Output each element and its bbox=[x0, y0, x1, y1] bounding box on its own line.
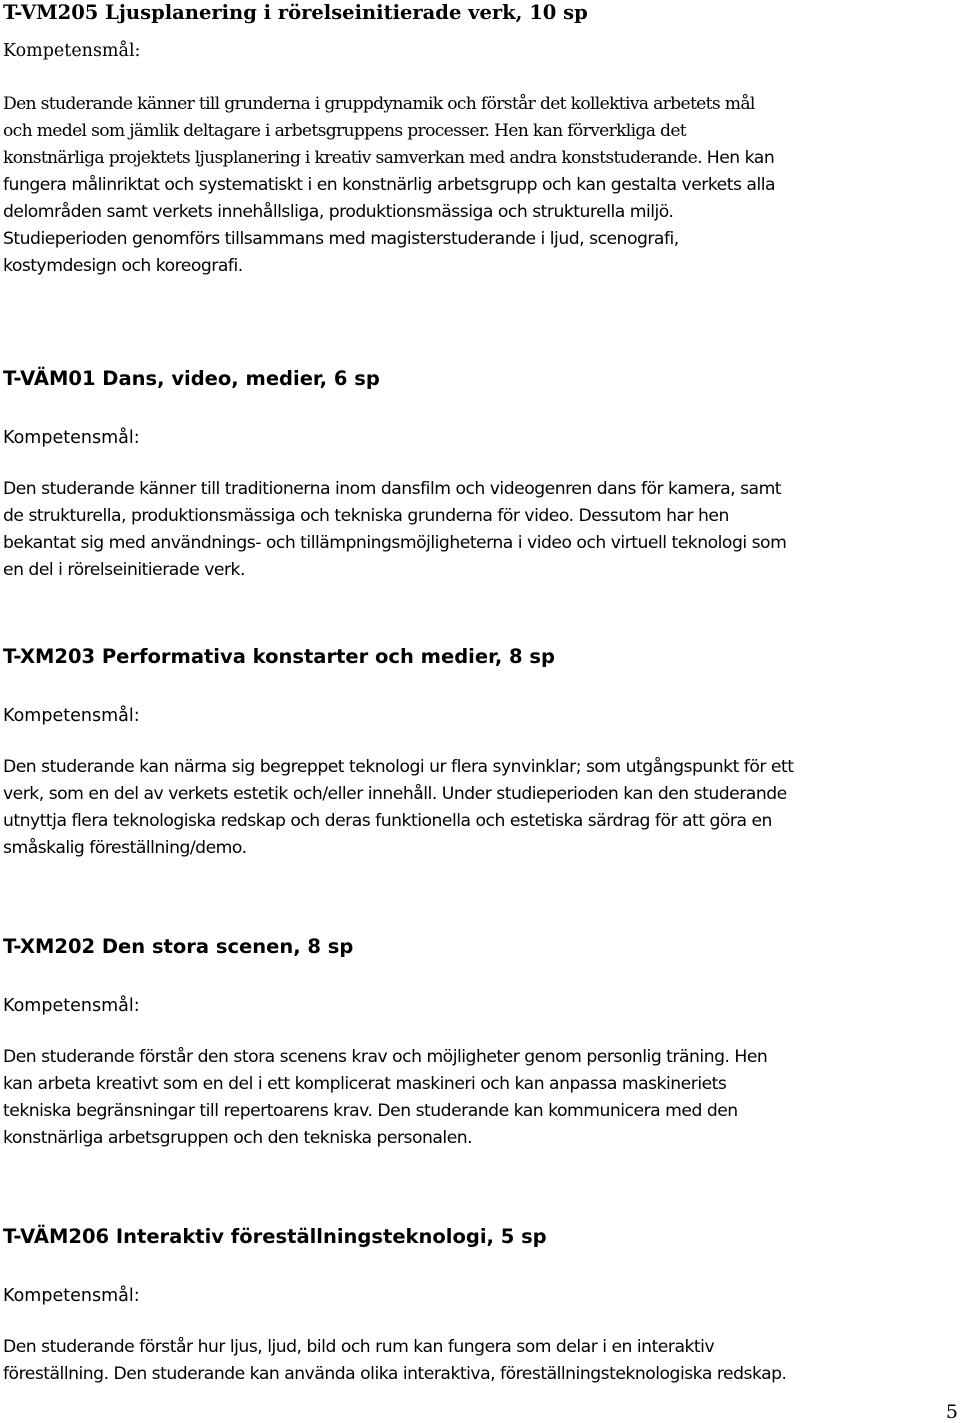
course-title: T-XM203 Performativa konstarter och medier, 8 sp bbox=[3, 645, 555, 668]
course-t-xm203 bbox=[3, 644, 958, 862]
course-t-vam01 bbox=[3, 366, 958, 584]
course-title: T-VÄM206 Interaktiv föreställningsteknologi, 5 sp bbox=[3, 1225, 547, 1248]
description-line: Studieperioden genomförs tillsammans med magisterstuderande i ljud, scenografi, bbox=[3, 229, 679, 249]
description-line: fungera målinriktat och systematiskt i en konstnärlig arbetsgrupp och kan gestalta verkets alla bbox=[3, 175, 776, 195]
description-line: Den studerande känner till grunderna i gruppdynamik och förstår det kollektiva arbetets mål bbox=[3, 94, 755, 114]
description-line: och medel som jämlik deltagare i arbetsgruppens processer. Hen kan förverkliga det bbox=[3, 121, 686, 141]
description-line: småskalig föreställning/demo. bbox=[3, 838, 247, 858]
description-line: delområden samt verkets innehållsliga, produktionsmässiga och strukturella miljö. bbox=[3, 202, 674, 222]
description-line-part: Hen kan bbox=[706, 148, 775, 168]
description-line: konstnärliga arbetsgruppen och den tekniska personalen. bbox=[3, 1128, 473, 1148]
description-line: Den studerande känner till traditionerna inom dansfilm och videogenren dans för kamera, samt bbox=[3, 479, 782, 499]
description-line: verk, som en del av verkets estetik och/eller innehåll. Under studieperioden kan den studerande bbox=[3, 784, 787, 804]
description-line: utnyttja flera teknologiska redskap och deras funktionella och estetiska särdrag för att göra en bbox=[3, 811, 772, 831]
competence-label: Kompetensmål: bbox=[3, 428, 140, 448]
description-line: kan arbeta kreativt som en del i ett komplicerat maskineri och kan anpassa maskineriets bbox=[3, 1074, 727, 1094]
competence-label: Kompetensmål: bbox=[3, 996, 140, 1016]
course-title: T-VM205 Ljusplanering i rörelseinitierade verk, 10 sp bbox=[3, 1, 588, 24]
course-description bbox=[3, 91, 958, 280]
competence-label: Kompetensmål: bbox=[3, 41, 141, 61]
description-line: tekniska begränsningar till repertoarens krav. Den studerande kan kommunicera med den bbox=[3, 1101, 738, 1121]
course-t-xm202 bbox=[3, 934, 958, 1152]
description-line: Den studerande förstår hur ljus, ljud, bild och rum kan fungera som delar i en interaktiv bbox=[3, 1337, 715, 1357]
page-number: 5 bbox=[945, 1401, 958, 1423]
description-line: Den studerande kan närma sig begreppet teknologi ur flera synvinklar; som utgångspunkt för ett bbox=[3, 757, 794, 777]
description-line-part: konstnärliga projektets ljusplanering i kreativ samverkan med andra konststuderande. bbox=[3, 148, 702, 168]
description-line: en del i rörelseinitierade verk. bbox=[3, 560, 245, 580]
description-line bbox=[3, 145, 958, 172]
course-description bbox=[3, 754, 958, 862]
course-description bbox=[3, 1044, 958, 1152]
description-line: bekantat sig med användnings- och tillämpningsmöjligheterna i video och virtuell teknologi som bbox=[3, 533, 787, 553]
description-line: kostymdesign och koreografi. bbox=[3, 256, 243, 276]
course-description bbox=[3, 1334, 958, 1388]
course-description bbox=[3, 476, 958, 584]
competence-label: Kompetensmål: bbox=[3, 706, 140, 726]
course-title: T-VÄM01 Dans, video, medier, 6 sp bbox=[3, 367, 380, 390]
description-line: de strukturella, produktionsmässiga och tekniska grunderna för video. Dessutom har hen bbox=[3, 506, 729, 526]
course-t-vm205 bbox=[3, 0, 958, 280]
description-line: föreställning. Den studerande kan använda olika interaktiva, föreställningsteknologiska redskap. bbox=[3, 1364, 787, 1384]
course-title: T-XM202 Den stora scenen, 8 sp bbox=[3, 935, 354, 958]
course-t-vam206 bbox=[3, 1224, 958, 1388]
description-line: Den studerande förstår den stora scenens krav och möjligheter genom personlig träning. Hen bbox=[3, 1047, 768, 1067]
competence-label: Kompetensmål: bbox=[3, 1286, 140, 1306]
